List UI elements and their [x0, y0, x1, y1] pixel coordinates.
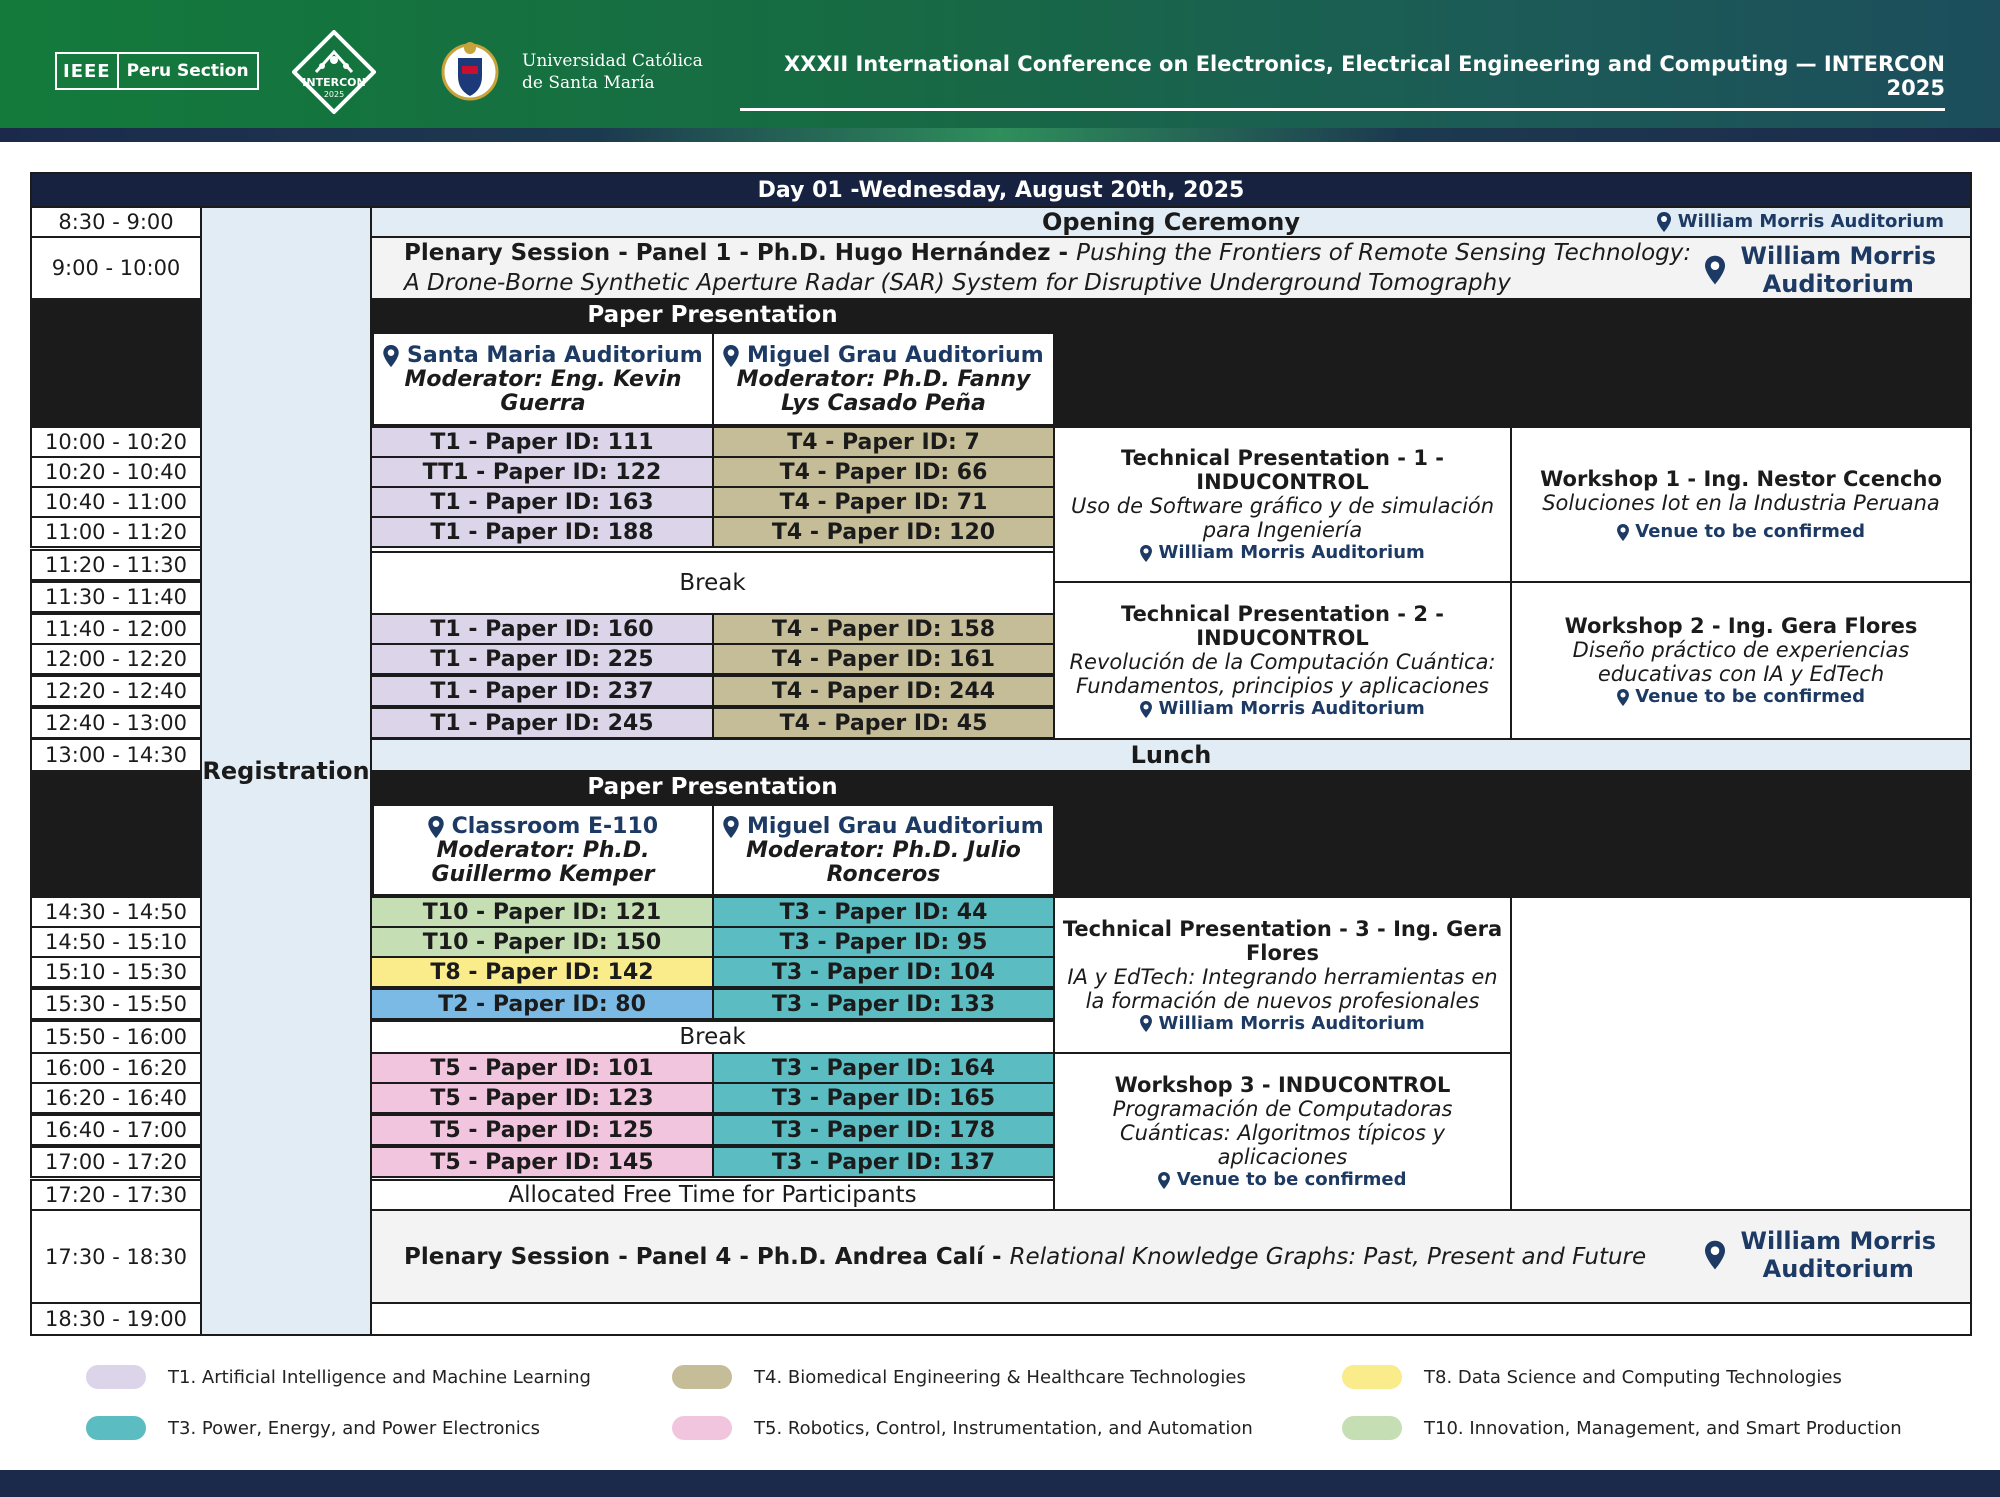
ws1-venue-label: Venue to be confirmed: [1635, 521, 1866, 542]
morning-room2-header: [712, 332, 1055, 426]
afternoon-paper-presentation-header: Paper Presentation: [370, 770, 1055, 804]
ws3-desc-line3: aplicaciones: [1217, 1145, 1348, 1169]
paper-slot: T3 - Paper ID: 95: [712, 926, 1055, 958]
plenary1-venue: [1705, 242, 1937, 298]
ws2-title: Workshop 2 - Ing. Gera Flores: [1564, 614, 1918, 638]
time-slot: 14:30 - 14:50: [30, 896, 202, 928]
morning-room2-moderator-line1: Moderator: Ph.D. Fanny: [736, 366, 1031, 392]
legend-item: [672, 1365, 1246, 1389]
plenary1-speaker: Plenary Session - Panel 1 - Ph.D. Hugo Hernández -: [404, 240, 1077, 266]
afternoon-room2-header: [712, 804, 1055, 896]
ucsm-shield-icon: [440, 38, 500, 108]
plenary1-title-line1: Pushing the Frontiers of Remote Sensing Technology:: [1076, 240, 1692, 266]
technical-presentation-1: [1053, 426, 1512, 583]
time-slot: 12:20 - 12:40: [30, 675, 202, 707]
location-pin-icon: [1617, 689, 1629, 706]
tech2-venue: [1140, 698, 1425, 719]
afternoon-room2-moderator-line2: Ronceros: [826, 861, 941, 887]
tech1-title-line2: INDUCONTROL: [1196, 470, 1369, 494]
time-slot: 11:00 - 11:20: [30, 516, 202, 548]
workshop-2: [1510, 581, 1972, 740]
morning-room2-moderator-line2: Lys Casado Peña: [781, 390, 986, 416]
legend-label: T4. Biomedical Engineering & Healthcare Technologies: [754, 1366, 1246, 1388]
ws2-desc-line2: educativas con IA y EdTech: [1597, 662, 1885, 686]
tech3-venue: [1140, 1013, 1425, 1034]
paper-slot: T1 - Paper ID: 188: [370, 516, 714, 548]
afternoon-room2-venue: [723, 814, 1043, 839]
location-pin-icon: [1140, 545, 1152, 562]
paper-slot: T4 - Paper ID: 161: [712, 643, 1055, 675]
time-slot: 13:00 - 14:30: [30, 738, 202, 772]
university-name-line2: de Santa María: [522, 73, 655, 93]
location-pin-icon: [1705, 1240, 1725, 1270]
morning-room1-moderator-line2: Guerra: [500, 390, 586, 416]
legend-item: [86, 1416, 540, 1440]
plenary4-speaker: Plenary Session - Panel 4 - Ph.D. Andrea Calí -: [404, 1243, 1010, 1270]
legend-swatch: [672, 1416, 732, 1440]
time-slot: 15:10 - 15:30: [30, 956, 202, 988]
workshop-1: [1510, 426, 1972, 583]
time-slot: 16:00 - 16:20: [30, 1052, 202, 1084]
legend-label: T8. Data Science and Computing Technologies: [1424, 1366, 1842, 1388]
time-slot-spacer: [30, 298, 202, 428]
location-pin-icon: [383, 345, 399, 367]
lunch-row: Lunch: [370, 738, 1972, 772]
tech1-desc-line2: para Ingeniería: [1202, 518, 1363, 542]
technical-presentation-3: [1053, 896, 1512, 1054]
ws3-venue: [1158, 1169, 1406, 1190]
location-pin-icon: [1158, 1172, 1170, 1189]
paper-slot: T5 - Paper ID: 101: [370, 1052, 714, 1084]
time-slot: 8:30 - 9:00: [30, 206, 202, 238]
time-slot: 10:40 - 11:00: [30, 486, 202, 518]
legend-swatch: [86, 1365, 146, 1389]
tech3-venue-label: William Morris Auditorium: [1158, 1012, 1425, 1034]
ws1-desc: Soluciones Iot en la Industria Peruana: [1542, 491, 1940, 515]
morning-room1-header: [372, 332, 714, 426]
paper-slot: T5 - Paper ID: 123: [370, 1082, 714, 1114]
ws2-venue-label: Venue to be confirmed: [1635, 686, 1866, 707]
registration-block: Registration: [200, 206, 372, 1336]
paper-slot: T10 - Paper ID: 150: [370, 926, 714, 958]
time-slot-spacer: [30, 770, 202, 898]
paper-slot: T4 - Paper ID: 7: [712, 426, 1055, 458]
time-slot: 10:20 - 10:40: [30, 456, 202, 488]
morning-room1-moderator-line1: Moderator: Eng. Kevin: [404, 366, 682, 392]
ws1-title: Workshop 1 - Ing. Nestor Ccencho: [1540, 467, 1942, 491]
paper-slot: T4 - Paper ID: 71: [712, 486, 1055, 518]
tech2-title-line2: INDUCONTROL: [1196, 626, 1369, 650]
location-pin-icon: [1140, 701, 1152, 718]
tech1-desc-line1: Uso de Software gráfico y de simulación: [1070, 494, 1495, 518]
plenary1-venue-line2: Auditorium: [1762, 270, 1914, 298]
legend-swatch: [672, 1365, 732, 1389]
footer-bar: [0, 1470, 2000, 1497]
location-pin-icon: [1705, 255, 1725, 285]
location-pin-icon: [1617, 524, 1629, 541]
legend-item: [1342, 1365, 1842, 1389]
plenary4-venue-line2: Auditorium: [1762, 1255, 1914, 1283]
intercon-logo-year: 2025: [323, 90, 345, 99]
tech2-title-line1: Technical Presentation - 2 -: [1121, 602, 1444, 626]
ieee-peru-section-logo: [55, 52, 259, 90]
time-slot: 15:30 - 15:50: [30, 988, 202, 1020]
plenary4-venue: [1705, 1227, 1937, 1283]
closing-empty-row: [370, 1302, 1972, 1336]
time-slot: 18:30 - 19:00: [30, 1302, 202, 1336]
paper-slot: T1 - Paper ID: 237: [370, 675, 714, 707]
day-title: Day 01 -Wednesday, August 20th, 2025: [30, 172, 1972, 208]
ws3-desc-line2: Cuánticas: Algoritmos típicos y: [1120, 1121, 1445, 1145]
tech3-title-line2: Flores: [1245, 940, 1320, 965]
afternoon-room1-venue: [428, 814, 658, 839]
workshop-3: [1053, 1052, 1512, 1211]
paper-slot: T8 - Paper ID: 142: [370, 956, 714, 988]
time-slot: 9:00 - 10:00: [30, 236, 202, 300]
ws1-venue: [1617, 521, 1865, 542]
time-slot: 15:50 - 16:00: [30, 1020, 202, 1054]
paper-slot: TT1 - Paper ID: 122: [370, 456, 714, 488]
afternoon-empty-slot: [1510, 896, 1972, 1211]
paper-slot: T3 - Paper ID: 44: [712, 896, 1055, 928]
tech3-desc-line2: la formación de nuevos profesionales: [1085, 988, 1480, 1013]
ws3-venue-label: Venue to be confirmed: [1176, 1169, 1407, 1190]
plenary4-venue-line1: William Morris: [1740, 1227, 1936, 1255]
time-slot: 17:20 - 17:30: [30, 1179, 202, 1211]
paper-slot: T3 - Paper ID: 165: [712, 1082, 1055, 1114]
morning-break: Break: [370, 551, 1055, 615]
opening-venue: [1657, 211, 1944, 232]
time-slot: 16:40 - 17:00: [30, 1114, 202, 1146]
legend-swatch: [1342, 1416, 1402, 1440]
afternoon-room1-moderator-line1: Moderator: Ph.D.: [436, 837, 650, 863]
legend-label: T5. Robotics, Control, Instrumentation, and Automation: [754, 1417, 1253, 1439]
afternoon-break: Break: [370, 1020, 1055, 1054]
header-accent-bar: [0, 128, 2000, 142]
afternoon-room1-moderator-line2: Guillermo Kemper: [431, 861, 655, 887]
paper-slot: T1 - Paper ID: 245: [370, 707, 714, 739]
tech1-venue-label: William Morris Auditorium: [1158, 542, 1425, 563]
location-pin-icon: [723, 345, 739, 367]
legend-label: T3. Power, Energy, and Power Electronics: [168, 1417, 541, 1439]
tech1-venue: [1140, 542, 1425, 563]
morning-room1-venue: [383, 343, 702, 368]
paper-slot: T3 - Paper ID: 133: [712, 988, 1055, 1020]
legend-item: [1342, 1416, 1902, 1440]
location-pin-icon: [1140, 1015, 1152, 1032]
tech2-desc-line1: Revolución de la Computación Cuántica:: [1069, 650, 1496, 674]
ieee-section-text: Peru Section: [117, 54, 257, 88]
paper-slot: T4 - Paper ID: 244: [712, 675, 1055, 707]
plenary-session-1: [370, 236, 1972, 300]
legend-swatch: [86, 1416, 146, 1440]
location-pin-icon: [428, 816, 444, 838]
time-slot: 12:40 - 13:00: [30, 707, 202, 739]
ws3-desc-line1: Programación de Computadoras: [1112, 1097, 1453, 1121]
intercon-logo-text: INTERCON: [302, 76, 366, 89]
morning-room2-venue-label: Miguel Grau Auditorium: [747, 342, 1044, 368]
legend-swatch: [1342, 1365, 1402, 1389]
ws2-venue: [1617, 686, 1865, 707]
morning-room2-venue: [723, 343, 1043, 368]
tech3-title-line1: Technical Presentation - 3 - Ing. Gera: [1062, 916, 1503, 941]
ws2-desc-line1: Diseño práctico de experiencias: [1572, 638, 1910, 662]
paper-slot: T4 - Paper ID: 45: [712, 707, 1055, 739]
plenary4-title: Relational Knowledge Graphs: Past, Present and Future: [1009, 1243, 1647, 1270]
tech2-desc-line2: Fundamentos, principios y aplicaciones: [1075, 674, 1489, 698]
paper-slot: T4 - Paper ID: 158: [712, 613, 1055, 645]
university-name-line1: Universidad Católica: [522, 51, 703, 71]
morning-room1-venue-label: Santa Maria Auditorium: [407, 342, 703, 368]
free-time-row: Allocated Free Time for Participants: [370, 1179, 1055, 1211]
location-pin-icon: [723, 816, 739, 838]
paper-slot: T1 - Paper ID: 163: [370, 486, 714, 518]
time-slot: 17:30 - 18:30: [30, 1209, 202, 1304]
intercon-logo: [292, 30, 376, 114]
time-slot: 11:20 - 11:30: [30, 549, 202, 581]
plenary1-venue-line1: William Morris: [1740, 242, 1936, 270]
legend-item: [86, 1365, 591, 1389]
university-name: [522, 50, 703, 94]
time-slot: 10:00 - 10:20: [30, 426, 202, 458]
paper-slot: T3 - Paper ID: 104: [712, 956, 1055, 988]
paper-slot: T1 - Paper ID: 225: [370, 643, 714, 675]
time-slot: 16:20 - 16:40: [30, 1082, 202, 1114]
paper-slot: T2 - Paper ID: 80: [370, 988, 714, 1020]
paper-slot: T10 - Paper ID: 121: [370, 896, 714, 928]
tech1-title-line1: Technical Presentation - 1 -: [1121, 446, 1444, 470]
paper-slot: T5 - Paper ID: 145: [370, 1146, 714, 1178]
afternoon-room1-venue-label: Classroom E-110: [451, 813, 659, 839]
location-pin-icon: [1657, 212, 1671, 232]
opening-ceremony-row: [370, 206, 1972, 238]
time-slot: 14:50 - 15:10: [30, 926, 202, 958]
legend-label: T1. Artificial Intelligence and Machine Learning: [168, 1366, 591, 1388]
time-slot: 11:40 - 12:00: [30, 613, 202, 645]
plenary1-title-line2: A Drone-Borne Synthetic Aperture Radar (SAR) System for Disruptive Underground Tomography: [404, 270, 1511, 296]
tech2-venue-label: William Morris Auditorium: [1158, 698, 1425, 719]
conference-title: XXXII International Conference on Electronics, Electrical Engineering and Computing — INTERCON 2025: [740, 52, 1945, 111]
time-slot: 11:30 - 11:40: [30, 581, 202, 613]
plenary-session-4: [370, 1209, 1972, 1304]
paper-slot: T1 - Paper ID: 160: [370, 613, 714, 645]
tech3-desc-line1: IA y EdTech: Integrando herramientas en: [1067, 964, 1498, 989]
ws3-title: Workshop 3 - INDUCONTROL: [1114, 1073, 1451, 1097]
afternoon-room2-moderator-line1: Moderator: Ph.D. Julio: [746, 837, 1021, 863]
paper-slot: T4 - Paper ID: 120: [712, 516, 1055, 548]
paper-slot: T1 - Paper ID: 111: [370, 426, 714, 458]
time-slot: 17:00 - 17:20: [30, 1146, 202, 1178]
paper-slot: T3 - Paper ID: 164: [712, 1052, 1055, 1084]
paper-slot: T5 - Paper ID: 125: [370, 1114, 714, 1146]
ieee-logo-text: IEEE: [63, 60, 111, 82]
paper-slot: T3 - Paper ID: 178: [712, 1114, 1055, 1146]
opening-ceremony-title: Opening Ceremony: [1041, 208, 1301, 236]
paper-slot: T3 - Paper ID: 137: [712, 1146, 1055, 1178]
afternoon-room1-header: [372, 804, 714, 896]
morning-paper-presentation-header: Paper Presentation: [370, 298, 1055, 332]
legend-item: [672, 1416, 1253, 1440]
opening-venue-label: William Morris Auditorium: [1677, 211, 1944, 232]
technical-presentation-2: [1053, 581, 1512, 740]
legend-label: T10. Innovation, Management, and Smart Production: [1424, 1417, 1902, 1439]
header-banner: [0, 0, 2000, 130]
time-slot: 12:00 - 12:20: [30, 643, 202, 675]
afternoon-room2-venue-label: Miguel Grau Auditorium: [747, 813, 1044, 839]
paper-slot: T4 - Paper ID: 66: [712, 456, 1055, 488]
